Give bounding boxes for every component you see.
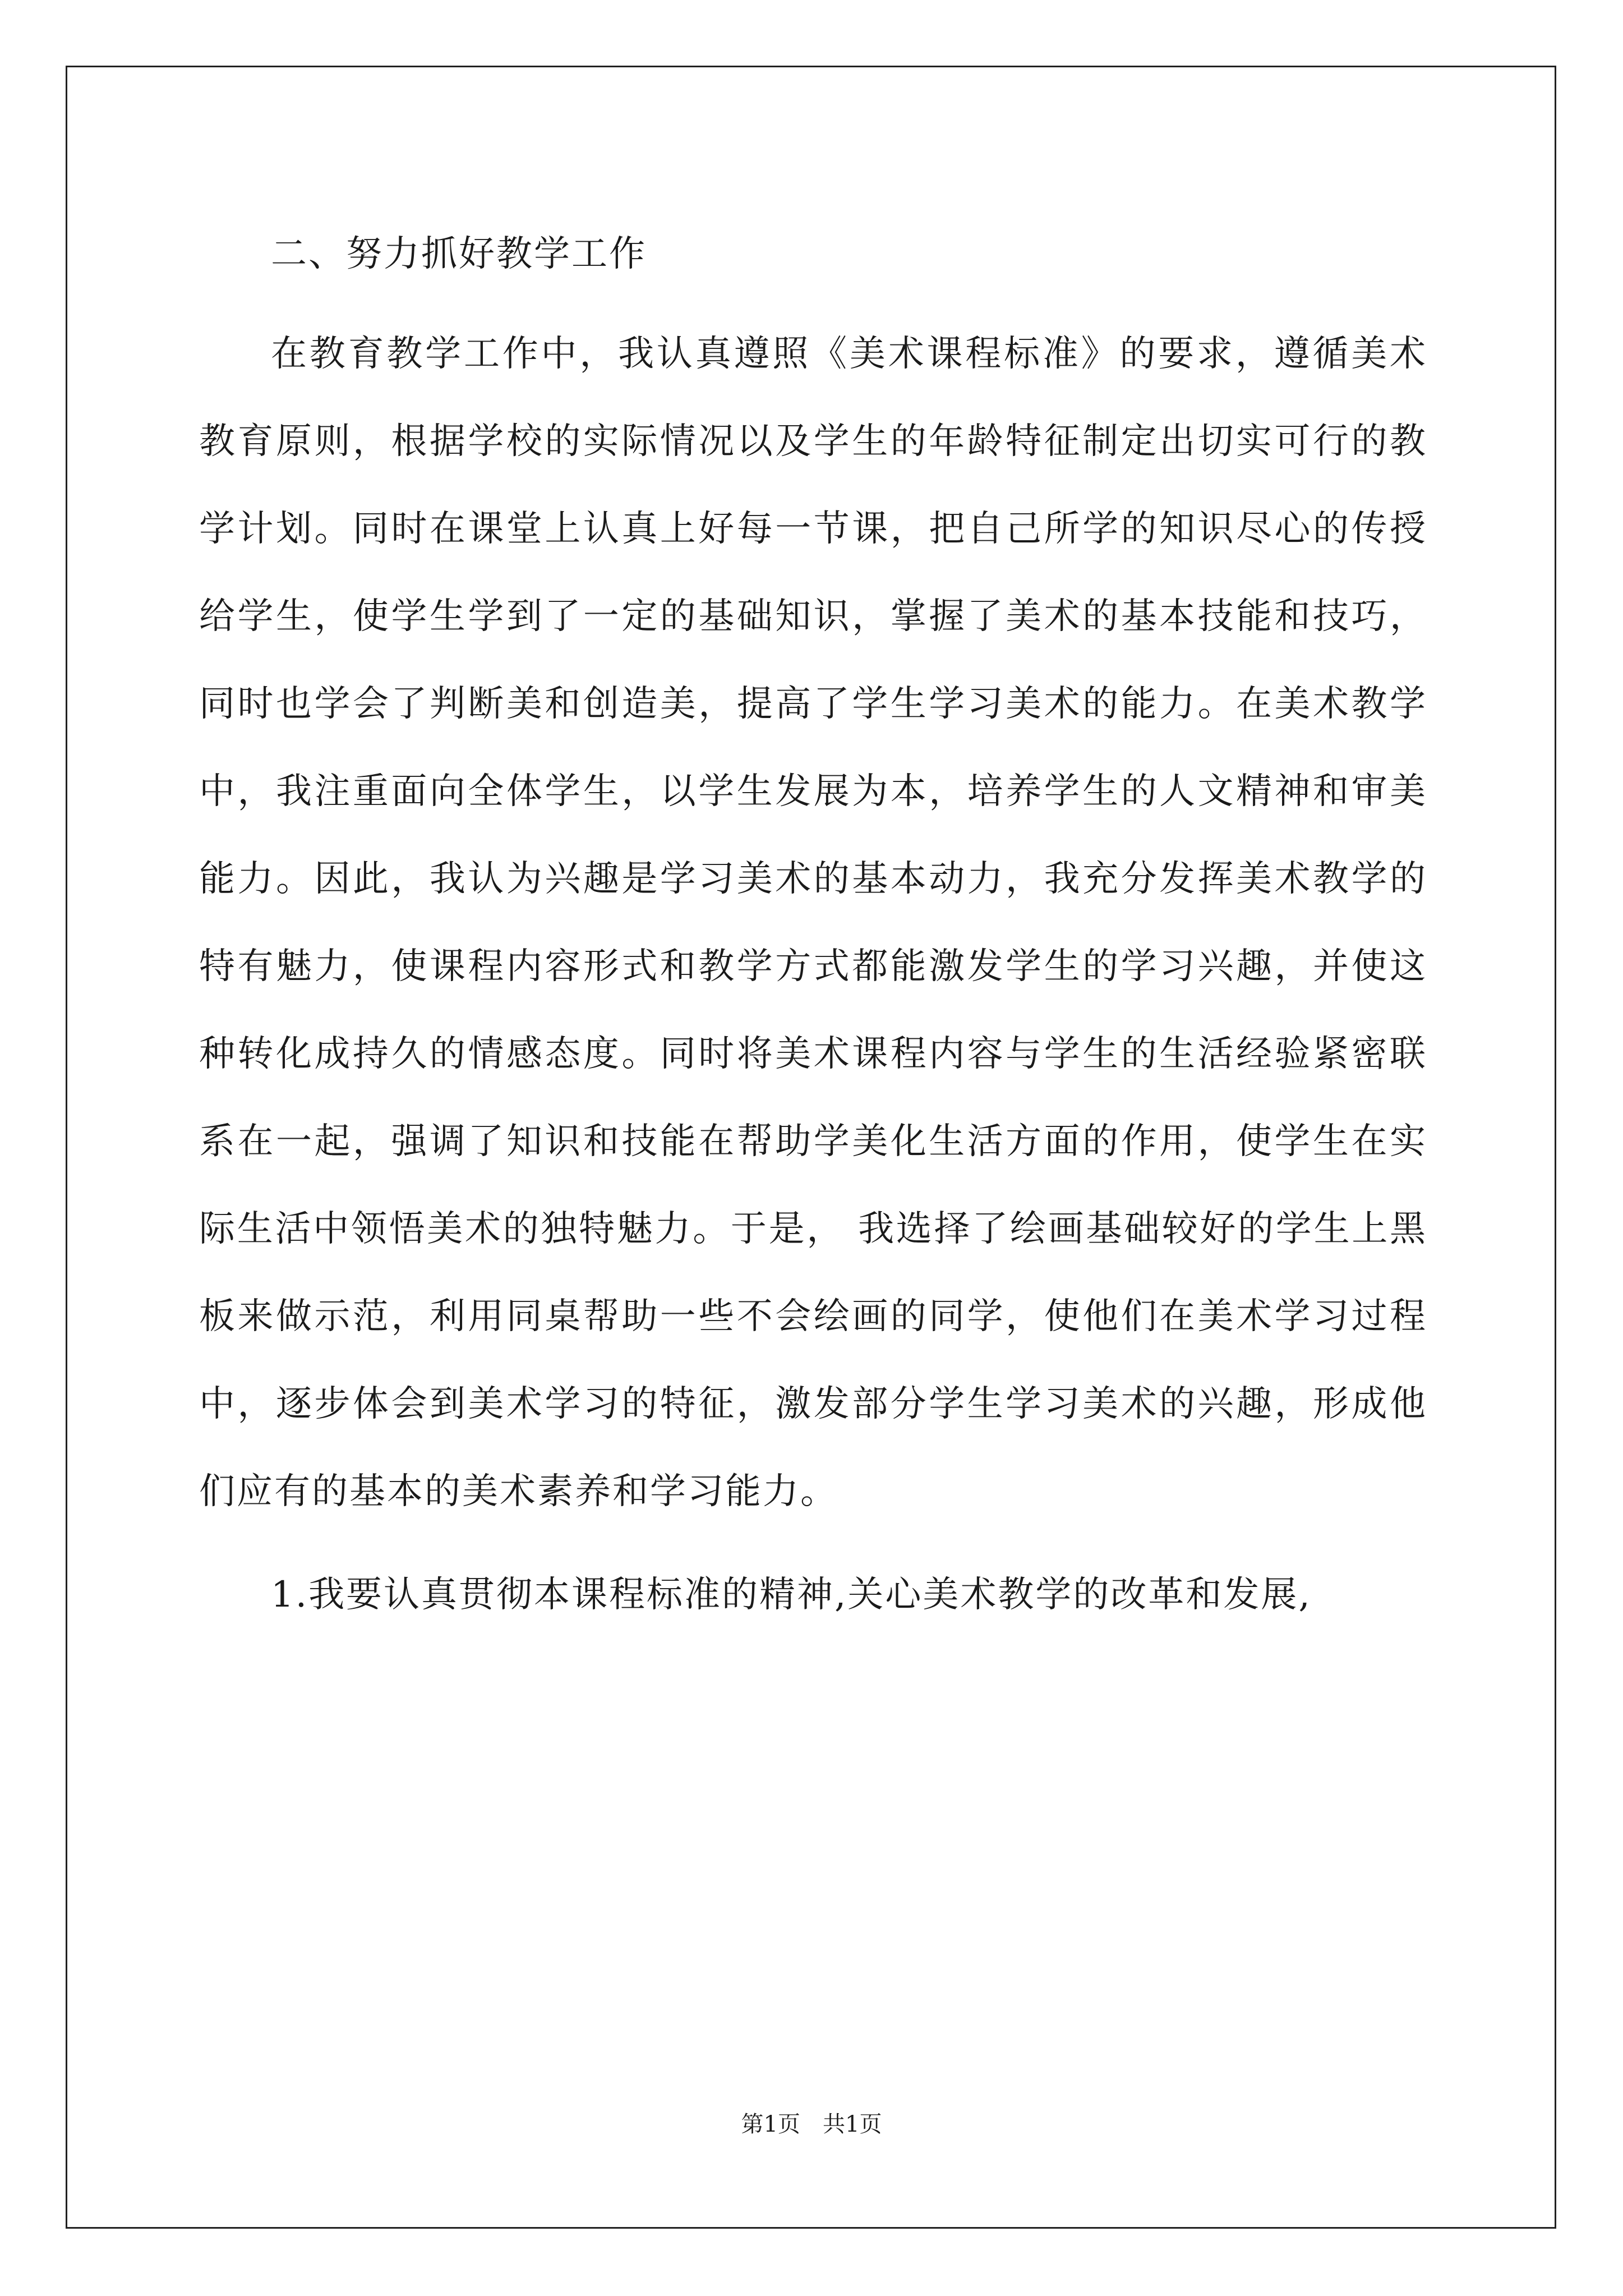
body-paragraph: 1.我要认真贯彻本课程标准的精神,关心美术教学的改革和发展, [271,1574,1312,1616]
page-footer [0,2110,1623,2138]
document-body [199,210,1427,1639]
body-paragraph: 在教育教学工作中，我认真遵照《美术课程标准》的要求，遵循美术教育原则，根据学校的实际情况以及学生的年龄特征制定出切实可行的教学计划。同时在课堂上认真上好每一节课，把自己所学的知识尽心的传授给学生，使学生学到了一定的基础知识，掌握了美术的基本技能和技巧，同时也学会了判断美和创造美，提高了学生学习美术的能力。在美术教学中，我注重面向全体学生，以学生发展为本，培养学生的人文精神和审美能力。因此，我认为兴趣是学习美术的基本动力，我充分发挥美术教学的特有魅力，使课程内容形式和教学方式都能激发学生的学习兴趣，并使这种转化成持久的情感态度。同时将美术课程内容与学生的生活经验紧密联系在一起，强调了知识和技能在帮助学美化生活方面的作用，使学生在实际生活中领悟美术的独特魅力。于是， 我选择了绘画基础较好的学生上黑板来做示范，利用同桌帮助一些不会绘画的同学，使他们在美术学习过程中，逐步体会到美术学习的特征，激发部分学生学习美术的兴趣，形成他们应有的基本的美术素养和学习能力。 [199,333,1427,1512]
page-total: 共1页 [823,2111,882,2137]
page-number: 第1页 [741,2111,800,2137]
section-heading: 二、努力抓好教学工作 [271,233,647,275]
